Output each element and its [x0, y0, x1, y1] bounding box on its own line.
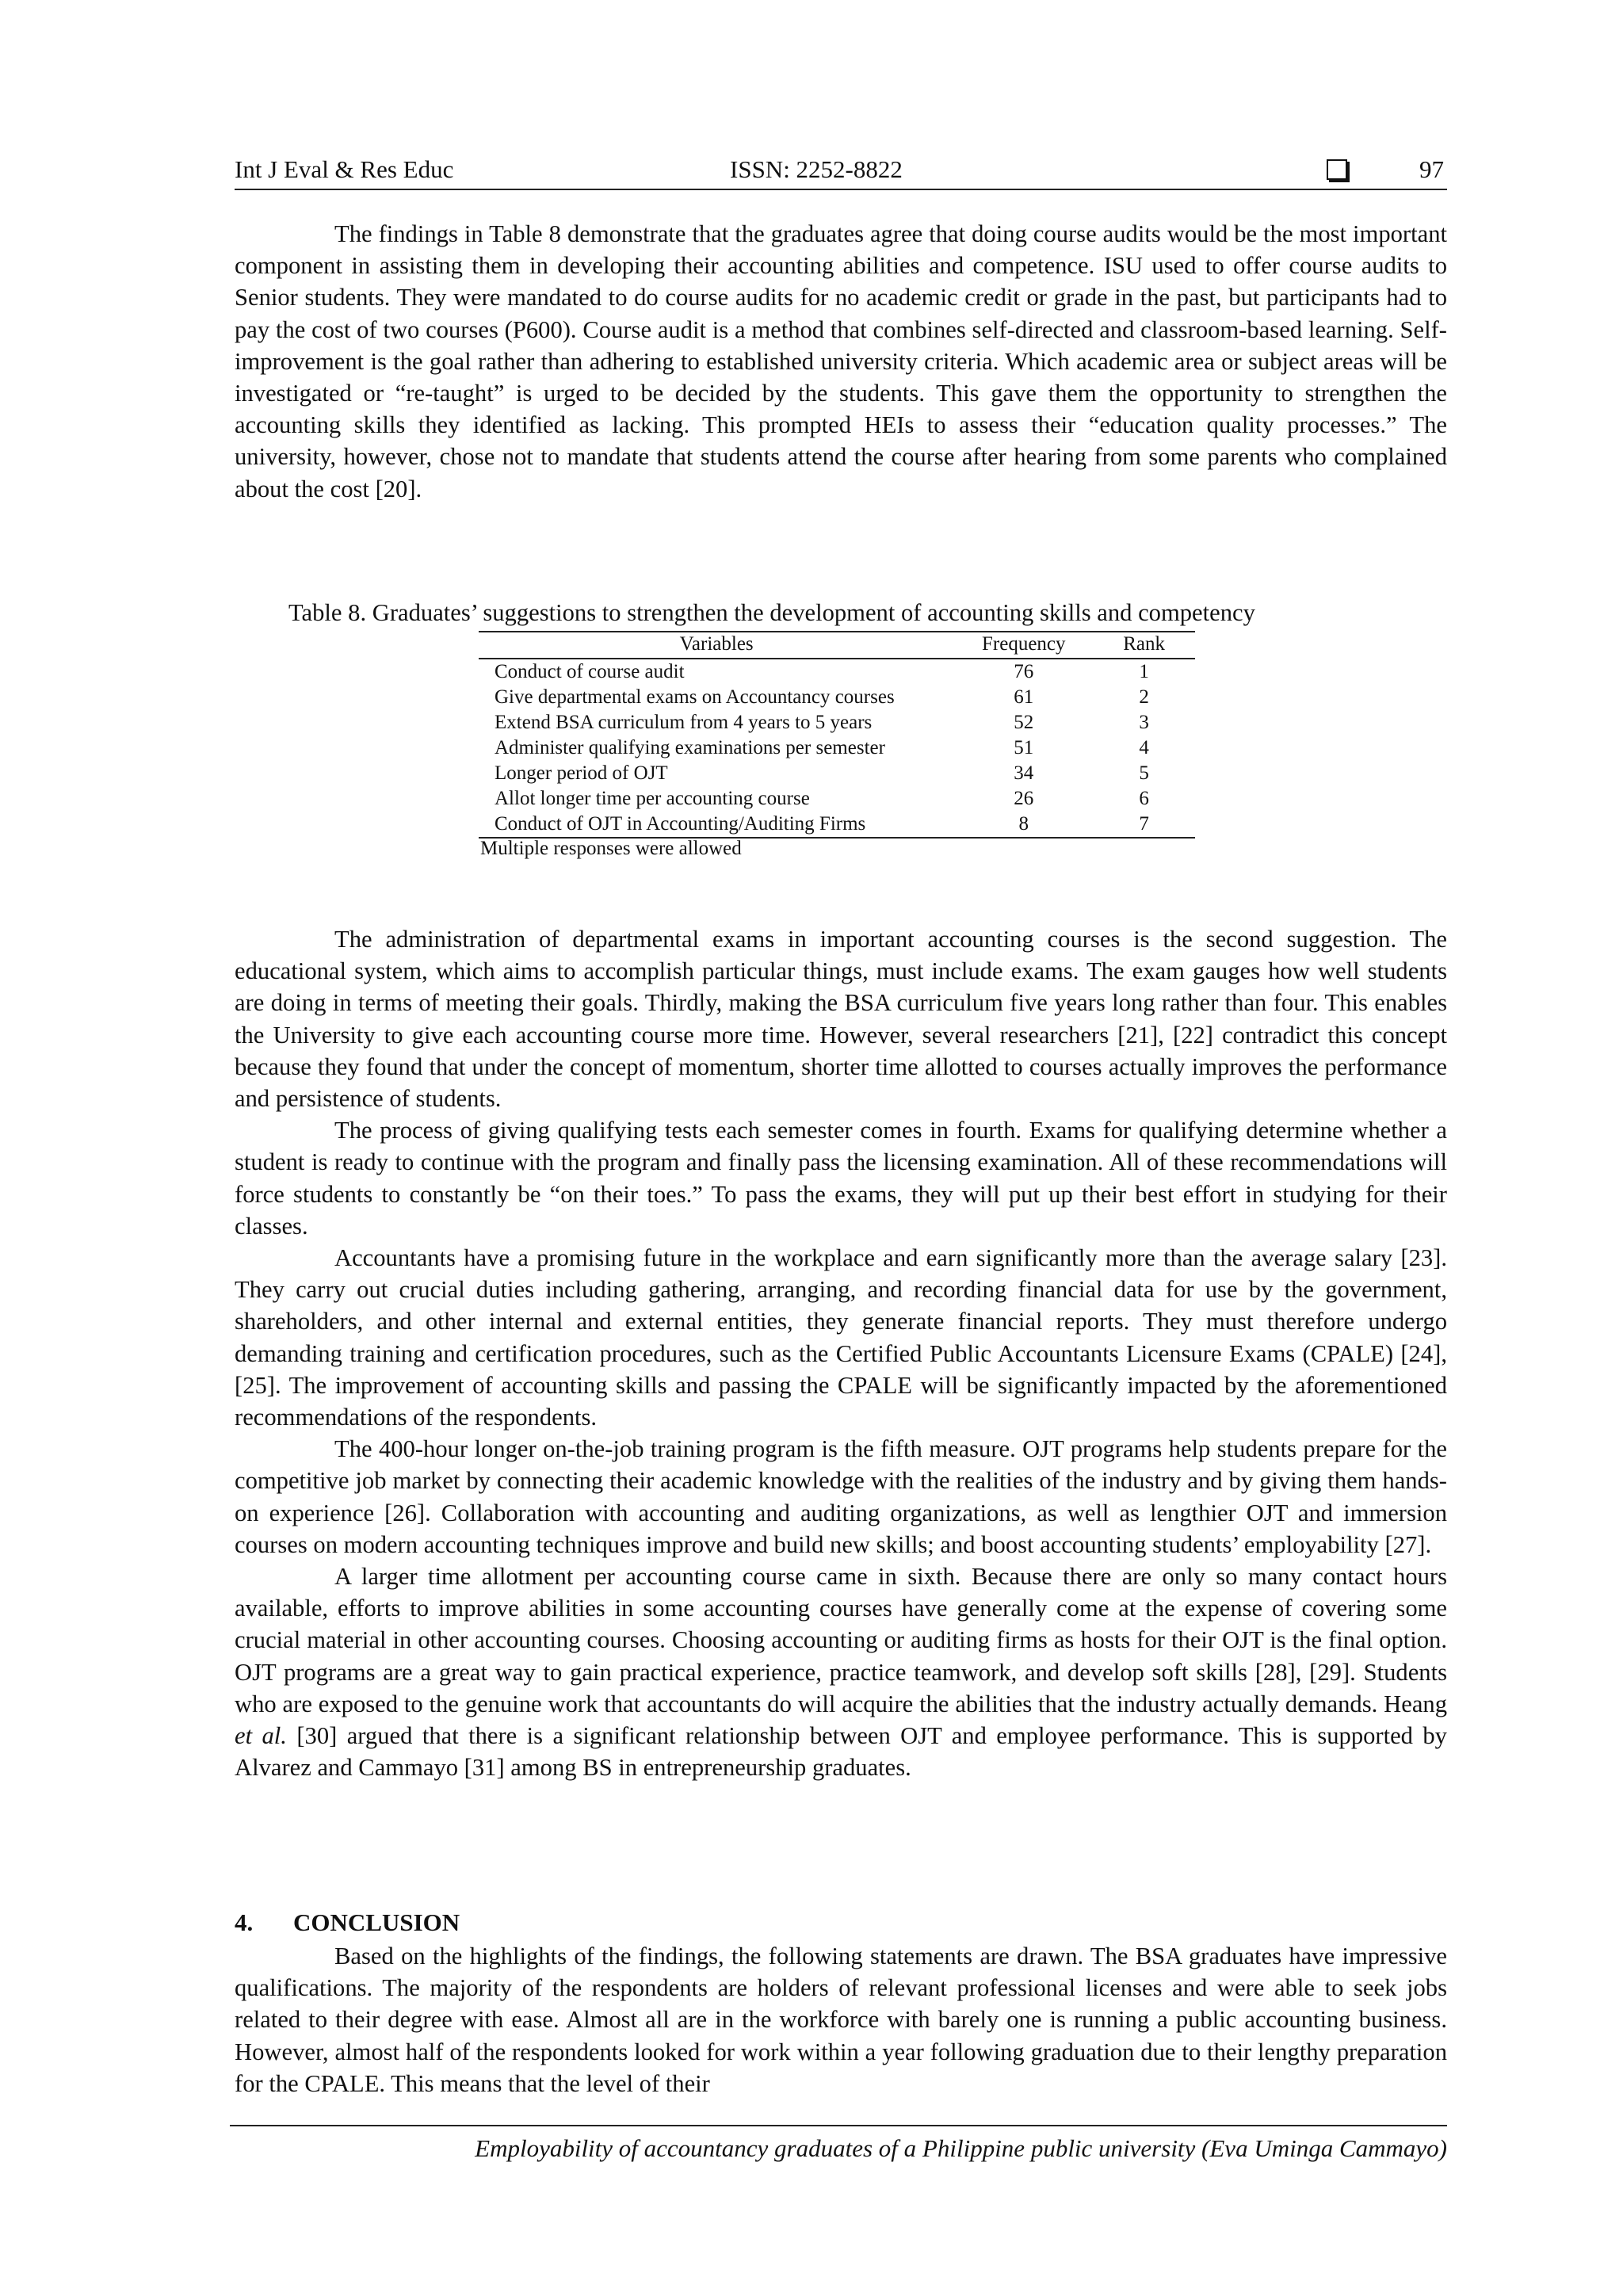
table-note: Multiple responses were allowed	[480, 838, 742, 859]
paragraph-text: [30] argued that there is a significant relationship between OJT and employee performance. This is supported by Alvarez and Cammayo [31] among BS in entrepreneurship graduates.	[235, 1722, 1447, 1782]
table-header-row	[479, 632, 1195, 659]
cell-rank: 3	[1139, 712, 1149, 733]
paragraph: The findings in Table 8 demonstrate that the graduates agree that doing course audits would be the most important component in assisting them in developing their accounting abilities and competence. ISU used to offer course audits to Senior students. They were mandated to do course audits for no academic credit or grade in the past, but participants had to pay the cost of two courses (P600). Course audit is a method that combines self-directed and classroom-based learning. Self-improvement is the goal rather than adhering to established university criteria. Which academic area or subject areas will be investigated or “re-taught” is urged to be decided by the students. This gave them the opportunity to strengthen the accounting skills they identified as lacking. This prompted HEIs to assess their “education quality processes.” The university, however, chose not to mandate that students attend the course after hearing from some parents who complained about the cost [20].	[235, 220, 1447, 502]
cell-frequency: 34	[1014, 762, 1034, 784]
table-row	[479, 685, 1195, 710]
paragraph: The 400-hour longer on-the-job training program is the fifth measure. OJT programs help students prepare for the competitive job market by connecting their academic knowledge with the realities of the industry and by giving them hands-on experience [26]. Collaboration with accounting and auditing organizations, as well as lengthier OJT and immersion courses on modern accounting techniques improve and build new skills; and boost accounting students’ employability [27].	[235, 1435, 1447, 1558]
cell-variable: Administer qualifying examinations per semester	[495, 737, 885, 758]
cell-frequency: 52	[1014, 712, 1034, 733]
cell-rank: 5	[1139, 762, 1149, 784]
cell-frequency: 61	[1014, 686, 1034, 708]
paragraph: The process of giving qualifying tests each semester comes in fourth. Exams for qualifying determine whether a student is ready to continue with the program and finally pass the licensing examination. All of these recommendations will force students to constantly be “on their toes.” To pass the exams, they will put up their best effort in studying for their classes.	[235, 1117, 1447, 1240]
suggestions-table	[479, 631, 1195, 839]
column-header-frequency: Frequency	[954, 632, 1093, 659]
cell-variable: Conduct of course audit	[495, 661, 685, 682]
table-caption: Table 8. Graduates’ suggestions to strengthen the development of accounting skills and competency	[288, 599, 1255, 626]
running-footer: Employability of accountancy graduates of a Philippine public university (Eva Uminga Cammayo)	[230, 2125, 1447, 2163]
cell-frequency: 51	[1014, 737, 1034, 758]
issn: ISSN: 2252-8822	[730, 155, 903, 183]
italic-text: et al.	[235, 1722, 287, 1750]
table-row	[479, 812, 1195, 838]
column-header-rank: Rank	[1093, 632, 1195, 659]
section-heading-conclusion	[235, 1908, 460, 1937]
table-row	[479, 659, 1195, 685]
conclusion-text	[235, 1940, 1447, 2099]
cell-variable: Give departmental exams on Accountancy courses	[495, 686, 895, 708]
cell-variable: Extend BSA curriculum from 4 years to 5 years	[495, 712, 873, 733]
table-row	[479, 710, 1195, 735]
running-header	[235, 155, 1447, 190]
paragraph: Based on the highlights of the findings, the following statements are drawn. The BSA graduates have impressive qualifications. The majority of the respondents are holders of relevant professional licenses and were able to seek jobs related to their degree with ease. Almost all are in the workforce with barely one is running a public accounting business. However, almost half of the respondents looked for work within a year following graduation due to their lengthy preparation for the CPALE. This means that the level of their	[235, 1943, 1447, 2097]
cell-rank: 4	[1139, 737, 1149, 758]
column-header-variables: Variables	[479, 632, 954, 659]
section-title: CONCLUSION	[293, 1908, 460, 1936]
cell-frequency: 8	[954, 812, 1093, 838]
paragraph-table8-findings	[235, 218, 1447, 505]
cell-variable: Conduct of OJT in Accounting/Auditing Firms	[479, 812, 954, 838]
discussion-section	[235, 923, 1447, 1783]
journal-name: Int J Eval & Res Educ	[235, 155, 454, 183]
paragraph-text: A larger time allotment per accounting course came in sixth. Because there are only so many contact hours available, efforts to improve abilities in some accounting courses have generally come at the expense of covering some crucial material in other accounting courses. Choosing accounting or auditing firms as hosts for their OJT is the final option. OJT programs are a great way to gain practical experience, practice teamwork, and develop soft skills [28], [29]. Students who are exposed to the genuine work that accountants do will acquire the abilities that the industry actually demands. Heang	[235, 1563, 1447, 1717]
paragraph: The administration of departmental exams in important accounting courses is the second suggestion. The educational system, which aims to accomplish particular things, must include exams. The exam gauges how well students are doing in terms of meeting their goals. Thirdly, making the BSA curriculum five years long rather than four. This enables the University to give each accounting course more time. However, several researchers [21], [22] contradict this concept because they found that under the concept of momentum, shorter time allotted to courses actually improves the performance and persistence of students.	[235, 926, 1447, 1113]
cell-variable: Longer period of OJT	[495, 762, 668, 784]
cell-frequency: 76	[1014, 661, 1034, 682]
table-row	[479, 761, 1195, 786]
cell-rank: 2	[1139, 686, 1149, 708]
checkbox-square-icon	[1327, 159, 1347, 180]
cell-rank: 6	[1139, 788, 1149, 809]
paragraph	[235, 1561, 1447, 1783]
cell-frequency: 26	[1014, 788, 1034, 809]
cell-variable: Allot longer time per accounting course	[495, 788, 810, 809]
table-row	[479, 786, 1195, 812]
page-number: 97	[1419, 155, 1444, 183]
table-row	[479, 735, 1195, 761]
cell-rank: 1	[1139, 661, 1149, 682]
cell-rank: 7	[1093, 812, 1195, 838]
paragraph: Accountants have a promising future in the workplace and earn significantly more than the average salary [23]. They carry out crucial duties including gathering, arranging, and recording financial data for use by the government, shareholders, and other internal and external entities, they generate financial reports. They must therefore undergo demanding training and certification procedures, such as the Certified Public Accountants Licensure Exams (CPALE) [24], [25]. The improvement of accounting skills and passing the CPALE will be significantly impacted by the aforementioned recommendations of the respondents.	[235, 1244, 1447, 1431]
section-number: 4.	[235, 1908, 254, 1936]
